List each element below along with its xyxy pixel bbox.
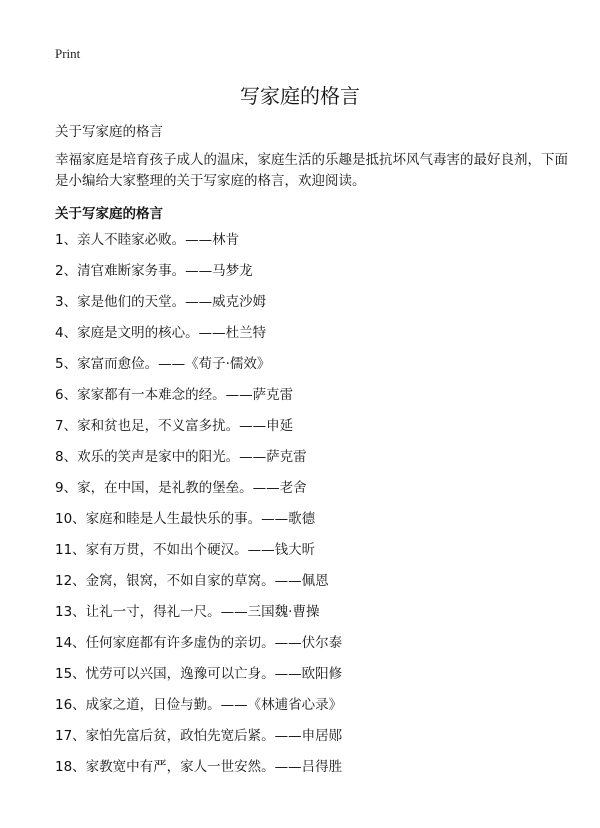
section-heading: 关于写家庭的格言	[55, 206, 163, 222]
quote-item: 8、欢乐的笑声是家中的阳光。——萨克雷	[55, 449, 307, 465]
intro-paragraph: 幸福家庭是培育孩子成人的温床，家庭生活的乐趣是抵抗坏风气毒害的最好良剂，下面是小编给大家整理的关于写家庭的格言，欢迎阅读。	[55, 152, 568, 189]
document-subtitle: 关于写家庭的格言	[55, 124, 163, 140]
quote-item: 12、金窝，银窝，不如自家的草窝。——佩恩	[55, 573, 329, 589]
quote-item: 1、亲人不睦家必败。——林肯	[55, 232, 240, 248]
quote-item: 18、家教宽中有严，家人一世安然。——吕得胜	[55, 759, 343, 775]
quote-item: 7、家和贫也足，不义富多扰。——申延	[55, 418, 294, 434]
quote-item: 2、清官难断家务事。——马梦龙	[55, 263, 253, 279]
quote-item: 16、成家之道，日俭与勤。——《林逋省心录》	[55, 697, 343, 713]
document-title: 写家庭的格言	[240, 84, 360, 108]
quote-list	[55, 229, 342, 787]
quote-item: 13、让礼一寸，得礼一尺。——三国魏·曹操	[55, 604, 320, 620]
print-label: Print	[55, 46, 81, 61]
quote-item: 3、家是他们的天堂。——威克沙姆	[55, 294, 267, 310]
quote-item: 10、家庭和睦是人生最快乐的事。——歌德	[55, 511, 316, 527]
quote-item: 6、家家都有一本难念的经。——萨克雷	[55, 387, 294, 403]
quote-item: 11、家有万贯，不如出个硬汉。——钱大昕	[55, 542, 316, 558]
quote-item: 15、忧劳可以兴国，逸豫可以亡身。——欧阳修	[55, 666, 343, 682]
quote-item: 17、家怕先富后贫，政怕先宽后紧。——申居郧	[55, 728, 343, 744]
quote-item: 14、任何家庭都有许多虚伪的亲切。——伏尔泰	[55, 635, 343, 651]
quote-item: 5、家富而愈俭。——《荀子·儒效》	[55, 356, 271, 372]
quote-item: 4、家庭是文明的核心。——杜兰特	[55, 325, 267, 341]
quote-item: 9、家，在中国，是礼教的堡垒。——老舍	[55, 480, 307, 496]
